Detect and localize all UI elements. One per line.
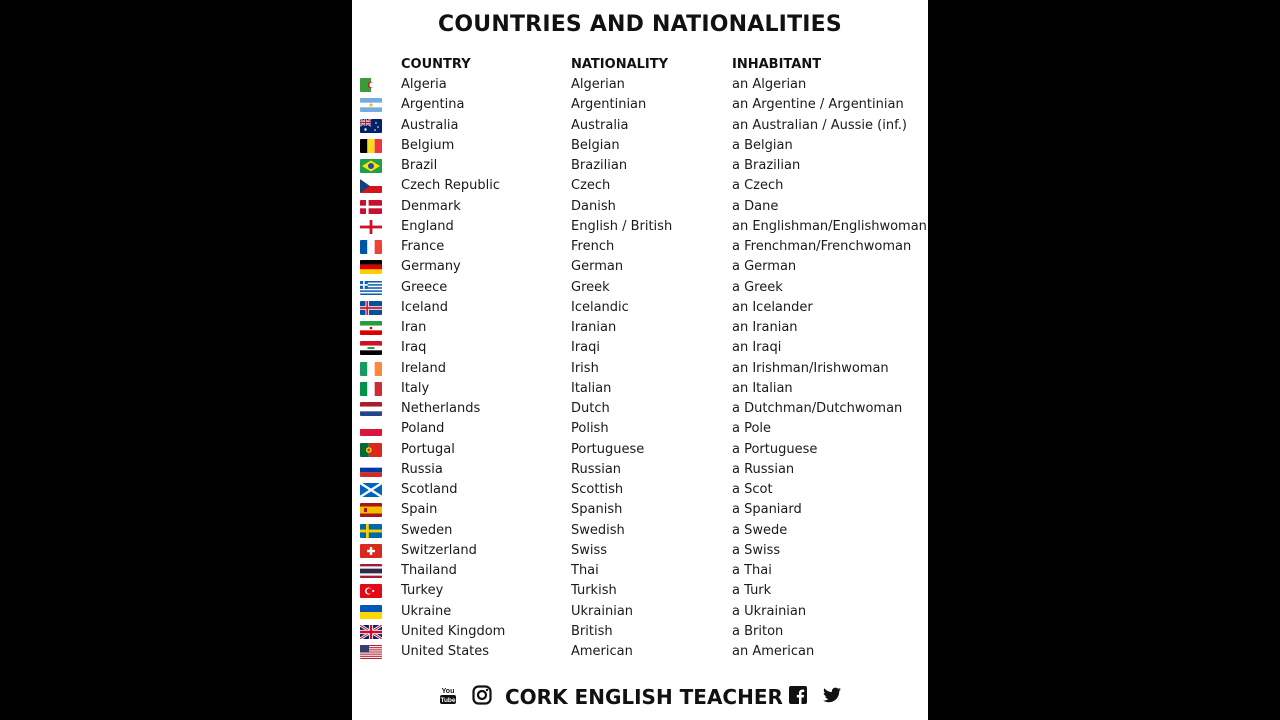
svg-text:Tube: Tube	[440, 697, 456, 704]
country-cell: Spain	[401, 502, 438, 518]
footer	[352, 682, 928, 710]
inhabitant-cell: a Swede	[732, 522, 788, 538]
inhabitant-cell: a Frenchman/Frenchwoman	[732, 239, 912, 254]
country-cell: Poland	[401, 421, 445, 437]
inhabitant-cell: a Ukrainian	[732, 603, 807, 619]
country-cell: Germany	[401, 259, 461, 275]
australia-flag-icon	[360, 119, 382, 133]
inhabitant-cell: an Italian	[732, 380, 793, 396]
inhabitant-cell: a Brazilian	[732, 158, 801, 173]
nationality-cell: Thai	[571, 563, 599, 578]
country-cell: Australia	[401, 117, 459, 133]
country-cell: England	[401, 218, 454, 234]
inhabitant-cell: a Czech	[732, 178, 784, 194]
table-row	[352, 298, 928, 318]
inhabitant-cell: an Iraqi	[732, 340, 782, 356]
table-row	[352, 237, 928, 257]
nationality-cell: Czech	[571, 178, 611, 194]
nationality-cell: Argentinian	[571, 97, 647, 113]
country-cell: Iran	[401, 320, 427, 335]
nationality-cell: Russian	[571, 461, 622, 477]
document-sheet	[352, 0, 928, 720]
italy-flag-icon	[360, 382, 382, 396]
brand-name: CORK ENGLISH TEACHER	[505, 685, 783, 709]
nationality-cell: Greek	[571, 279, 610, 295]
country-cell: Ukraine	[401, 603, 452, 619]
iran-flag-icon	[360, 321, 382, 335]
nationality-cell: Portuguese	[571, 441, 645, 457]
nationality-cell: Swedish	[571, 522, 625, 538]
nationality-cell: Danish	[571, 198, 616, 214]
spain-flag-icon	[360, 503, 382, 517]
table-row	[352, 136, 928, 156]
inhabitant-cell: an Argentine / Argentinian	[732, 97, 904, 113]
table-row	[352, 379, 928, 399]
inhabitant-cell: a Dane	[732, 198, 779, 214]
inhabitant-cell: a Portuguese	[732, 441, 818, 457]
table-row	[352, 116, 928, 136]
inhabitant-cell: a Greek	[732, 279, 783, 295]
country-cell: Iraq	[401, 340, 427, 356]
belgium-flag-icon	[360, 139, 382, 153]
nationality-cell: French	[571, 239, 615, 254]
country-cell: Portugal	[401, 441, 455, 457]
nationality-cell: German	[571, 259, 624, 275]
czech-flag-icon	[360, 179, 382, 193]
nationality-cell: Algerian	[571, 77, 625, 92]
inhabitant-cell: a Spaniard	[732, 502, 802, 518]
table-row	[352, 440, 928, 460]
table-row	[352, 561, 928, 581]
inhabitant-cell: an Australian / Aussie (inf.)	[732, 117, 907, 133]
country-cell: United States	[401, 644, 490, 659]
table-row	[352, 75, 928, 95]
header-country: COUNTRY	[401, 57, 471, 72]
country-cell: Netherlands	[401, 401, 481, 416]
header-inhabitant: INHABITANT	[732, 57, 822, 72]
inhabitant-cell: a Turk	[732, 583, 772, 599]
country-cell: Turkey	[401, 583, 444, 599]
table-row	[352, 581, 928, 601]
country-cell: Russia	[401, 461, 443, 477]
ireland-flag-icon	[360, 362, 382, 376]
country-cell: Algeria	[401, 77, 447, 92]
table-row	[352, 176, 928, 196]
nationality-cell: Dutch	[571, 401, 610, 416]
nationality-cell: British	[571, 623, 613, 639]
nationality-cell: Spanish	[571, 502, 623, 518]
table-row	[352, 480, 928, 500]
inhabitant-cell: a Pole	[732, 421, 772, 437]
algeria-flag-icon	[360, 78, 382, 92]
poland-flag-icon	[360, 422, 382, 436]
table-row	[352, 156, 928, 176]
country-cell: United Kingdom	[401, 623, 506, 639]
nationality-cell: American	[571, 644, 633, 659]
iceland-flag-icon	[360, 301, 382, 315]
nationality-cell: Brazilian	[571, 158, 628, 173]
germany-flag-icon	[360, 260, 382, 274]
nationality-cell: Ukrainian	[571, 603, 634, 619]
netherlands-flag-icon	[360, 402, 382, 416]
inhabitant-cell: an Algerian	[732, 77, 807, 92]
inhabitant-cell: a Belgian	[732, 137, 793, 153]
table-row	[352, 500, 928, 520]
inhabitant-cell: a Briton	[732, 623, 784, 639]
nationality-cell: English / British	[571, 218, 673, 234]
inhabitant-cell: a Thai	[732, 563, 772, 578]
instagram-icon[interactable]	[472, 685, 492, 705]
greece-flag-icon	[360, 281, 382, 295]
turkey-flag-icon	[360, 584, 382, 598]
table-row	[352, 278, 928, 298]
inhabitant-cell: an American	[732, 644, 815, 659]
sweden-flag-icon	[360, 524, 382, 538]
table-row	[352, 257, 928, 277]
nationality-cell: Iranian	[571, 320, 617, 335]
table-row	[352, 95, 928, 115]
table-row	[352, 399, 928, 419]
country-cell: Italy	[401, 380, 430, 396]
country-cell: Switzerland	[401, 542, 477, 558]
table-row	[352, 521, 928, 541]
page-title: COUNTRIES AND NATIONALITIES	[438, 12, 842, 37]
nationality-cell: Australia	[571, 117, 629, 133]
nationality-cell: Belgian	[571, 137, 620, 153]
table-row	[352, 338, 928, 358]
england-flag-icon	[360, 220, 382, 234]
twitter-icon[interactable]	[822, 685, 842, 705]
table-row	[352, 217, 928, 237]
table-row	[352, 642, 928, 662]
table-row	[352, 318, 928, 338]
nationality-cell: Italian	[571, 380, 612, 396]
inhabitant-cell: a Russian	[732, 461, 795, 477]
uk-flag-icon	[360, 625, 382, 639]
inhabitant-cell: an Iranian	[732, 320, 798, 335]
country-cell: France	[401, 239, 445, 254]
table-row	[352, 197, 928, 217]
country-cell: Brazil	[401, 158, 438, 173]
iraq-flag-icon	[360, 341, 382, 355]
facebook-icon[interactable]	[788, 685, 808, 705]
inhabitant-cell: a Scot	[732, 482, 773, 497]
inhabitant-cell: an Irishman/Irishwoman	[732, 360, 889, 376]
svg-text:You: You	[441, 688, 455, 695]
country-cell: Ireland	[401, 360, 446, 376]
table-row	[352, 359, 928, 379]
usa-flag-icon	[360, 645, 382, 659]
country-cell: Scotland	[401, 482, 458, 497]
denmark-flag-icon	[360, 200, 382, 214]
russia-flag-icon	[360, 463, 382, 477]
ukraine-flag-icon	[360, 605, 382, 619]
nationality-cell: Scottish	[571, 482, 624, 497]
header-nationality: NATIONALITY	[571, 57, 669, 72]
country-cell: Greece	[401, 279, 448, 295]
nationality-cell: Iraqi	[571, 340, 601, 356]
nationality-cell: Polish	[571, 421, 609, 437]
nationality-cell: Turkish	[571, 583, 617, 599]
inhabitant-cell: an Englishman/Englishwoman	[732, 218, 927, 234]
country-cell: Sweden	[401, 522, 453, 538]
inhabitant-cell: a Dutchman/Dutchwoman	[732, 401, 903, 416]
nationality-cell: Swiss	[571, 542, 608, 558]
brazil-flag-icon	[360, 159, 382, 173]
table-row	[352, 602, 928, 622]
table-row	[352, 460, 928, 480]
nationality-cell: Irish	[571, 360, 599, 376]
country-cell: Belgium	[401, 137, 455, 153]
table-row	[352, 622, 928, 642]
scotland-flag-icon	[360, 483, 382, 497]
table-row	[352, 419, 928, 439]
thailand-flag-icon	[360, 564, 382, 578]
argentina-flag-icon	[360, 98, 382, 112]
switzerland-flag-icon	[360, 544, 382, 558]
france-flag-icon	[360, 240, 382, 254]
country-cell: Iceland	[401, 299, 449, 315]
portugal-flag-icon	[360, 443, 382, 457]
country-cell: Denmark	[401, 198, 461, 214]
country-cell: Czech Republic	[401, 178, 500, 194]
inhabitant-cell: an Icelander	[732, 299, 813, 315]
country-cell: Argentina	[401, 97, 465, 113]
youtube-icon[interactable]	[438, 685, 458, 705]
country-cell: Thailand	[401, 563, 457, 578]
inhabitant-cell: a German	[732, 259, 797, 275]
table-row	[352, 541, 928, 561]
nationality-cell: Icelandic	[571, 299, 629, 315]
inhabitant-cell: a Swiss	[732, 542, 781, 558]
